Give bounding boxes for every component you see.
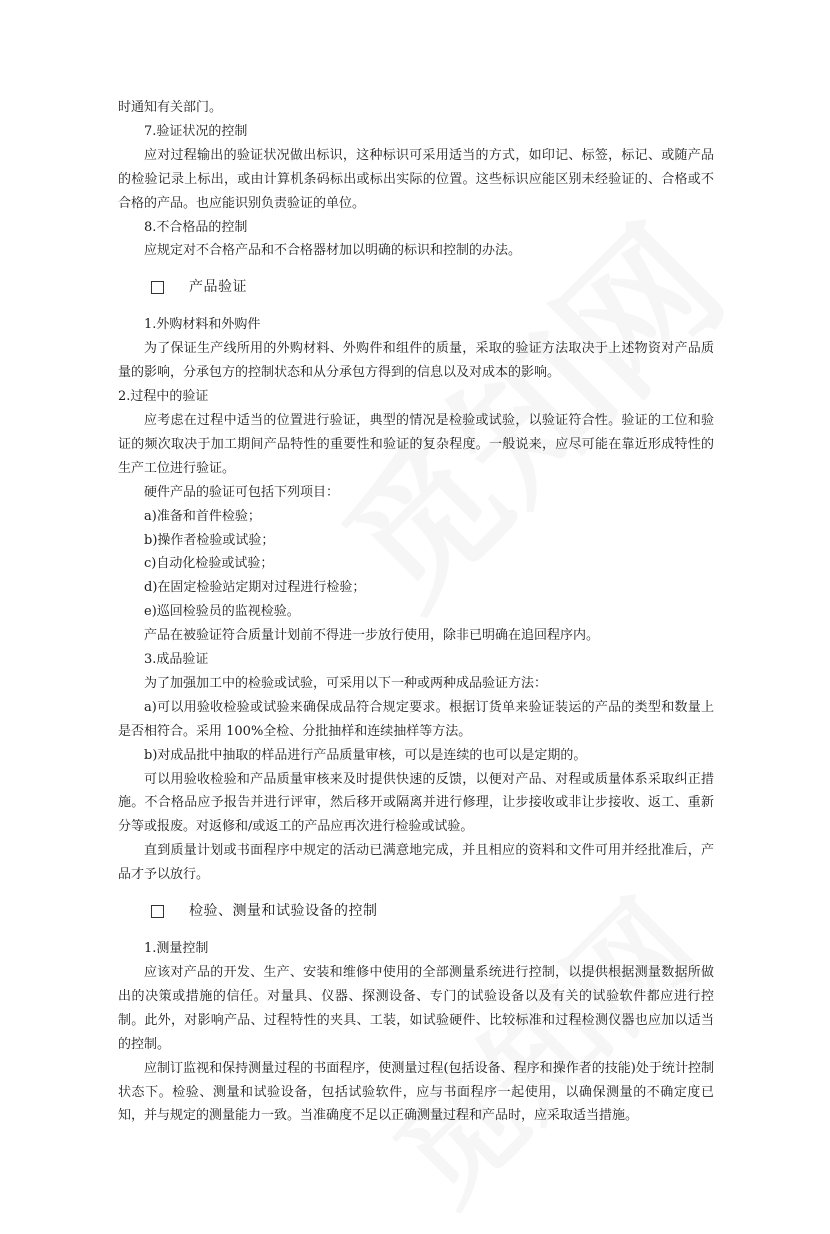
paragraph: 3.成品验证	[144, 652, 209, 668]
paragraph: a)准备和首件检验；	[144, 508, 261, 524]
section-heading-text: 产品验证	[189, 279, 247, 296]
paragraph: e)巡回检验员的监视检验。	[144, 604, 300, 620]
paragraph: 应考虑在过程中适当的位置进行验证，典型的情况是检验或试验，以验证符合性。验证的工位和验证的频次取决于加工期间产品特性的重要性和验证的复杂程度。一般说来，应尽可能在靠近形成特性的生产工位进行验证。	[118, 412, 714, 476]
paragraph: 应规定对不合格产品和不合格器材加以明确的标识和控制的办法。	[144, 243, 522, 259]
paragraph: b)操作者检验或试验；	[144, 532, 275, 548]
paragraph: 为了加强加工中的检验或试验，可采用以下一种或两种成品验证方法：	[144, 675, 548, 691]
checkbox-square-icon	[151, 905, 164, 918]
paragraph: 产品在被验证符合质量计划前不得进一步放行使用，除非已明确在追回程序内。	[144, 628, 600, 644]
paragraph: 应该对产品的开发、生产、安装和维修中使用的全部测量系统进行控制，以提供根据测量数据所做出的决策或措施的信任。对量具、仪器、探测设备、专门的试验设备以及有关的试验软件都应进行控制。此外，对影响产品、过程特性的夹具、工装，如试验硬件、比较标准和过程检测仪器也应加以适当的控制。	[118, 965, 714, 1052]
paragraph: 7.验证状况的控制	[144, 123, 248, 139]
paragraph: c)自动化检验或试验；	[144, 556, 274, 572]
paragraph: 可以用验收检验和产品质量审核来及时提供快速的反馈，以便对产品、对程或质量体系采取纠正措施。不合格品应予报告并进行评审，然后移开或隔离并进行修理，让步接收或非让步接收、返工、重新分等或报废。对返修和/或返工的产品应再次进行检验或试验。	[118, 771, 714, 835]
paragraph: 直到质量计划或书面程序中规定的活动已满意地完成，并且相应的资料和文件可用并经批准后，产品才予以放行。	[118, 843, 714, 883]
paragraph: 1.外购材料和外购件	[144, 317, 261, 333]
section-heading-text: 检验、测量和试验设备的控制	[189, 903, 378, 920]
section-heading	[118, 275, 714, 299]
paragraph: 应制订监视和保持测量过程的书面程序，使测量过程(包括设备、程序和操作者的技能)处于统计控制状态下。检验、测量和试验设备，包括试验软件，应与书面程序一起使用，以确保测量的不确定度已知，并与规定的测量能力一致。当准确度不足以正确测量过程和产品时，应采取适当措施。	[118, 1060, 714, 1124]
paragraph: d)在固定检验站定期对过程进行检验；	[144, 580, 366, 596]
checkbox-square-icon	[151, 281, 164, 294]
paragraph: 8.不合格品的控制	[144, 219, 248, 235]
paragraph: 2.过程中的验证	[118, 389, 209, 405]
paragraph: 为了保证生产线所用的外购材料、外购件和组件的质量，采取的验证方法取决于上述物资对产品质量的影响，分承包方的控制状态和从分承包方得到的信息以及对成本的影响。	[118, 341, 714, 381]
paragraph: 硬件产品的验证可包括下列项目：	[144, 484, 340, 500]
paragraph: 1.测量控制	[144, 941, 209, 957]
paragraph: b)对成品批中抽取的样品进行产品质量审核，可以是连续的也可以是定期的。	[144, 747, 587, 763]
document-body	[118, 96, 714, 1128]
paragraph: 时通知有关部门。	[118, 100, 223, 115]
section-heading	[118, 899, 714, 923]
paragraph: 应对过程输出的验证状况做出标识，这种标识可采用适当的方式，如印记、标签，标记、或随产品的检验记录上标出，或由计算机条码标出或标出实际的位置。这些标识应能区别未经验证的、合格或不合格的产品。也应能识别负责验证的单位。	[118, 147, 714, 211]
paragraph: a)可以用验收检验或试验来确保成品符合规定要求。根据订货单来验证装运的产品的类型和数量上是否相符合。采用 100%全检、分批抽样和连续抽样等方法。	[118, 699, 714, 739]
